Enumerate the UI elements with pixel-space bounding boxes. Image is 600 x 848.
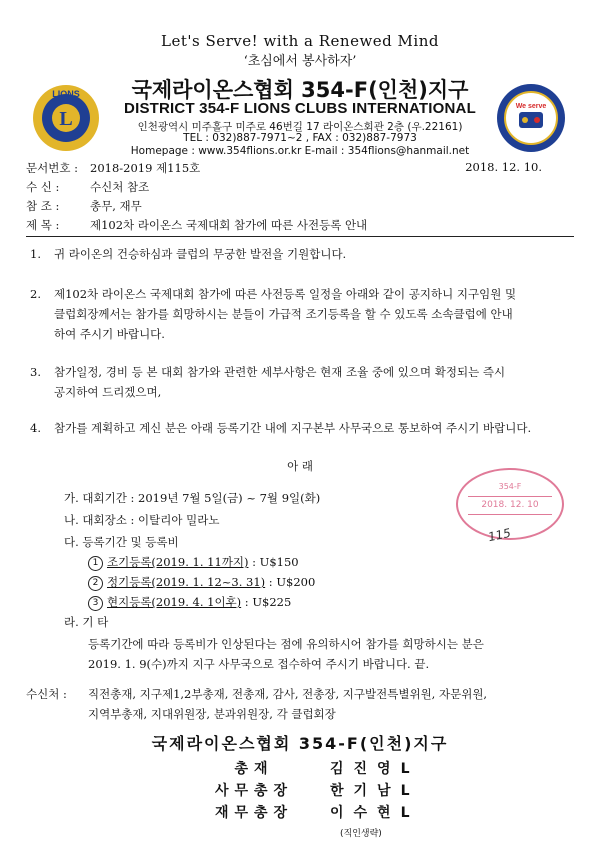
registration-fee: : U$225	[241, 595, 292, 609]
signatory-title: 총재	[234, 761, 274, 777]
registration-period: 정기등록(2019. 1. 12~3. 31)	[107, 575, 266, 589]
registration-item	[88, 572, 315, 592]
paragraph-number: 2.	[30, 287, 41, 301]
registration-period: 현지등록(2019. 4. 1이후)	[107, 595, 242, 609]
registration-fee: : U$200	[265, 575, 316, 589]
recipient-list	[26, 684, 487, 724]
org-name-english: DISTRICT 354-F LIONS CLUBS INTERNATIONAL	[124, 100, 476, 117]
signatory-name: 한기남L	[330, 783, 420, 799]
stamp-date: 2018. 12. 10	[481, 500, 539, 510]
logo-letter: L	[59, 108, 73, 130]
paragraph-text-line: 하여 주시기 바랍니다.	[54, 327, 165, 341]
paragraph-4	[30, 418, 578, 438]
below-heading: 아 래	[287, 459, 313, 473]
detail-period-value: 2019년 7월 5일(금) ~ 7월 9일(화)	[138, 491, 321, 505]
detail-registration-label: 다. 등록기간 및 등록비	[64, 535, 179, 549]
detail-venue-value: 이탈리아 밀라노	[138, 513, 220, 527]
paragraph-text: 귀 라이온의 건승하심과 클럽의 무궁한 발전을 기원합니다.	[54, 247, 347, 261]
paragraph-number: 3.	[30, 365, 41, 379]
paragraph-3	[30, 362, 578, 402]
registration-item	[88, 592, 291, 612]
paragraph-text-line: 제102차 라이온스 국제대회 참가에 따른 사전등록 일정을 아래와 같이 공지하니 지구임원 및	[54, 287, 517, 301]
doc-date: 2018. 12. 10.	[465, 160, 542, 174]
detail-others-line: 등록기간에 따라 등록비가 인상된다는 점에 유의하시어 참가를 희망하시는 분은	[88, 637, 484, 651]
detail-venue-label: 나. 대회장소 :	[64, 513, 135, 527]
paragraph-text-line: 참가일정, 경비 등 본 대회 참가와 관련한 세부사항은 현재 조율 중에 있으며 확정되는 즉시	[54, 365, 506, 379]
emblem-text: We serve	[515, 103, 547, 110]
reference-label: 참 조 :	[26, 199, 60, 213]
org-name-korean: 국제라이온스협회 354-F(인천)지구	[131, 78, 469, 102]
registration-period: 조기등록(2019. 1. 11까지)	[107, 555, 249, 569]
paragraph-1	[30, 244, 578, 264]
signatory-name: 김진영L	[330, 761, 420, 777]
org-telephone: TEL : 032)887-7971~2 , FAX : 032)887-7973	[183, 132, 417, 144]
subject-label: 제 목 :	[26, 218, 60, 232]
reference-row	[26, 198, 142, 214]
paragraph-text-line: 클럽회장께서는 참가를 희망하시는 분들이 가급적 조기등록을 할 수 있도록 소속클럽에 안내	[54, 307, 513, 321]
doc-number-label: 문서번호 :	[26, 161, 78, 175]
subject: 제102차 라이온스 국제대회 참가에 따른 사전등록 안내	[90, 218, 368, 232]
recipient-label: 수 신 :	[26, 180, 60, 194]
paragraph-2	[30, 284, 578, 344]
paragraph-number: 4.	[30, 421, 41, 435]
item-number: 1	[88, 556, 103, 571]
stamp-line: 354-F	[498, 482, 522, 491]
recipient-row	[26, 179, 149, 195]
detail-period	[64, 488, 320, 508]
handwritten-number: 115	[486, 525, 513, 545]
org-web-email: Homepage : www.354flions.or.kr E-mail : 354flions@hanmail.net	[130, 145, 470, 157]
motto-korean: ‘초심에서 봉사하자’	[243, 54, 357, 69]
doc-number: 2018-2019 제115호	[90, 161, 201, 175]
item-number: 3	[88, 596, 103, 611]
registration-item	[88, 552, 299, 572]
recipient: 수신처 참조	[90, 180, 150, 194]
signatory-title: 사무총장	[214, 783, 294, 799]
signatory-name: 이수현L	[330, 805, 420, 821]
detail-others-line: 2019. 1. 9(수)까지 지구 사무국으로 접수하여 주시기 바랍니다. 끝.	[88, 657, 430, 671]
signature-org: 국제라이온스협회 354-F(인천)지구	[151, 734, 449, 753]
logo-text: LIONS	[52, 89, 80, 99]
detail-others-label: 라. 기 타	[64, 615, 109, 629]
recipient-list-line: 직전총재, 지구제1,2부총재, 전총재, 감사, 전총장, 지구발전특별위원, 자문위원,	[88, 687, 488, 701]
subject-row	[26, 217, 367, 233]
paragraph-text-line: 공지하여 드리겠으며,	[54, 385, 162, 399]
signatory-title: 재무총장	[214, 805, 294, 821]
detail-period-label: 가. 대회기간 :	[64, 491, 135, 505]
registration-fee: : U$150	[248, 555, 299, 569]
paragraph-number: 1.	[30, 247, 41, 261]
recipient-list-line: 지역부총재, 지대위원장, 분과위원장, 각 클럽회장	[88, 707, 336, 721]
detail-venue	[64, 510, 219, 530]
motto-english: Let's Serve! with a Renewed Mind	[161, 32, 439, 50]
recipient-list-label: 수신처 :	[26, 687, 67, 701]
org-address: 인천광역시 미주홀구 미주로 46번길 17 라이온스회관 2층 (우.22161)	[137, 121, 463, 133]
header-divider	[26, 236, 574, 237]
doc-number-row	[26, 160, 200, 176]
reference: 총무, 재무	[90, 199, 142, 213]
paragraph-text: 참가를 계획하고 계신 분은 아래 등록기간 내에 지구본부 사무국으로 통보하여 주시기 바랍니다.	[54, 421, 532, 435]
seal-omitted-note: (직인생략)	[340, 829, 382, 839]
item-number: 2	[88, 576, 103, 591]
